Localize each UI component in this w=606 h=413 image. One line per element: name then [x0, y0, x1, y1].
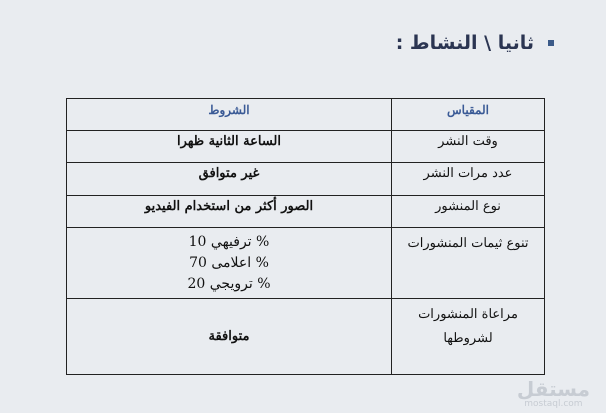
measure-cell: تنوع ثيمات المنشورات [392, 228, 545, 299]
condition-text: غير متوافق [198, 166, 260, 181]
conditions-cell [67, 299, 392, 375]
mostaql-watermark [517, 379, 590, 409]
table-header-row [67, 99, 545, 131]
table-row [67, 163, 545, 196]
measure-cell: وقت النشر [392, 131, 545, 163]
table-row [67, 299, 545, 375]
condition-text: الساعة الثانية ظهرا [177, 134, 281, 149]
condition-text: % ترفيهي 10 [188, 234, 270, 250]
section-title: ثانيا \ النشاط : [395, 32, 534, 54]
conditions-cell [67, 131, 392, 163]
square-bullet-icon [548, 40, 554, 46]
condition-text: الصور أكثر من استخدام الفيديو [144, 199, 314, 214]
table-row [67, 228, 545, 299]
watermark-logo: مستقل [516, 377, 590, 401]
measure-cell: نوع المنشور [392, 196, 545, 228]
header-conditions: الشروط [67, 99, 392, 131]
watermark-url: mostaql.com [524, 399, 583, 409]
measure-cell: عدد مرات النشر [392, 163, 545, 196]
conditions-cell [67, 228, 392, 299]
conditions-cell [67, 196, 392, 228]
conditions-cell [67, 163, 392, 196]
activity-criteria-table [66, 98, 545, 375]
table-row [67, 196, 545, 228]
measure-cell: مراعاة المنشورات لشروطها [392, 299, 545, 375]
condition-text: % اعلامى 70 [189, 255, 269, 271]
condition-text: % ترويجي 20 [187, 276, 271, 292]
condition-text: متوافقة [208, 329, 250, 344]
section-heading [396, 32, 554, 54]
table-row [67, 131, 545, 163]
header-measure: المقياس [392, 99, 545, 131]
